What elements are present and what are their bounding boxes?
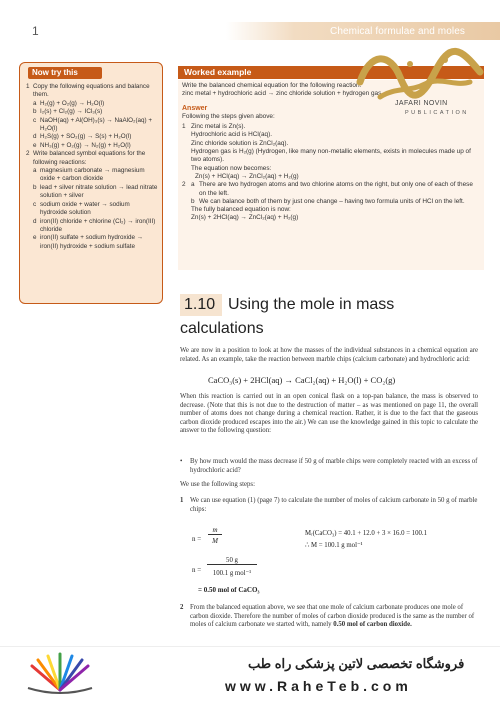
- item-letter: a: [33, 99, 37, 107]
- result-moles: = 0.50 mol of CaCO₃: [198, 586, 260, 594]
- item-equation: H₂(g) + O₂(g) → H₂O(l): [40, 99, 105, 107]
- step-text: There are two hydrogen atoms and two chlorine atoms on the right, but only one of each of these on the left.: [199, 181, 473, 197]
- step-text: [190, 604, 478, 630]
- n-equals: n =: [192, 535, 202, 543]
- final-equation: Zn(s) + 2HCl(aq) → ZnCl₂(aq) + H₂(g): [191, 214, 299, 222]
- question-item: [26, 234, 158, 251]
- step-letter: b: [191, 197, 195, 205]
- question-item: [26, 184, 158, 201]
- item-letter: a: [33, 167, 37, 175]
- step-number: 2: [180, 604, 184, 611]
- question-1-items: [26, 100, 158, 150]
- question-number: 2: [26, 150, 30, 158]
- question-2: [26, 150, 158, 167]
- footer-shop-name: فروشگاه تخصصی لاتین پزشکی راه طب: [248, 656, 465, 671]
- question-1: [26, 83, 158, 100]
- item-letter: b: [33, 183, 37, 191]
- step-2b: [182, 198, 478, 206]
- step-1: [182, 123, 478, 181]
- step-number: 1: [182, 123, 186, 131]
- question-item: [26, 133, 158, 141]
- paragraph-2: When this reaction is carried out in an open conical flask on a top-pan balance, the mass is observed to decrease. (Note that this is not due to the destruction of matter – as was mentioned on page 11, the overall number of atoms does not change during a chemical reaction. Rather, it is due to the fact that the gaseous carbon dioxide produced escapes into the air.) We can use the knowledge gained in this topic to calculate the answer to the following question:: [180, 393, 478, 435]
- n-equals: n =: [192, 566, 202, 574]
- item-equation: sodium oxide + water → sodium hydroxide solution: [40, 200, 130, 217]
- bullet-icon: •: [180, 458, 183, 465]
- item-equation: magnesium carbonate → magnesium oxide + carbon dioxide: [40, 167, 145, 183]
- item-equation: NaOH(aq) + Al(OH)₃(s) → NaAlO₂(aq) + H₂O(l): [40, 116, 153, 133]
- step-text: We can use equation (1) (page 7) to calculate the number of moles of calcium carbonate in 50 g of marble chips:: [190, 497, 478, 513]
- fraction-numerator: m: [208, 526, 222, 535]
- logo-tagline: JAFARI NOVIN: [395, 100, 448, 107]
- question-item: [26, 142, 158, 150]
- step-number: 1: [180, 497, 184, 504]
- question-item: [26, 218, 158, 235]
- answer-label: Answer: [182, 104, 208, 112]
- fraction-denominator: M: [212, 537, 218, 545]
- fraction-denominator: 100.1 g mol⁻¹: [212, 570, 252, 577]
- section-title-line2: calculations: [180, 320, 264, 337]
- step-1-line: Zn(s) + HCl(aq) → ZnCl₂(aq) + H₂(g): [195, 172, 299, 180]
- step-1-line: The equation now becomes:: [191, 164, 272, 172]
- worked-example-title: Worked example: [184, 67, 252, 77]
- question-item: [26, 117, 158, 134]
- step-number: 2: [182, 181, 186, 189]
- step-1-line: Zinc chloride solution is ZnCl₂(aq).: [191, 139, 289, 147]
- logo-subtitle: PUBLICATION: [405, 110, 469, 116]
- step-letter: a: [191, 181, 195, 189]
- item-letter: d: [33, 217, 37, 225]
- worked-example-intro: Write the balanced chemical equation for the following reaction:: [182, 82, 362, 89]
- running-header-title: Chemical formulae and moles: [330, 26, 465, 37]
- molar-mass-line: Mᵣ(CaCO₃) = 40.1 + 12.0 + 3 × 16.0 = 100.1: [305, 530, 428, 537]
- main-step-1: [180, 497, 478, 514]
- item-equation: I₂(s) + Cl₂(g) → ICl₃(s): [40, 108, 103, 116]
- question-2-items: [26, 167, 158, 251]
- now-try-this-box: [19, 62, 163, 304]
- page-number: 1: [32, 24, 39, 38]
- molar-mass-line-2: ∴ M = 100.1 g mol⁻¹: [305, 542, 363, 549]
- question-text: Copy the following equations and balance them.: [33, 83, 150, 99]
- item-equation: H₂S(g) + SO₂(g) → S(s) + H₂O(l): [40, 133, 132, 141]
- worked-example-reaction: zinc metal + hydrochloric acid → zinc chloride solution + hydrogen gas: [182, 90, 382, 98]
- step-1-line: Hydrochloric acid is HCl(aq).: [191, 131, 272, 139]
- item-letter: b: [33, 108, 37, 116]
- item-equation: lead + silver nitrate solution → lead nitrate solution + silver: [40, 183, 158, 200]
- question-item: [26, 100, 158, 108]
- question-bullet: [180, 458, 478, 475]
- steps-intro: We use the following steps:: [180, 481, 255, 488]
- fully-balanced-label: The fully balanced equation is now:: [191, 206, 291, 214]
- item-letter: c: [33, 116, 37, 124]
- question-number: 1: [26, 83, 30, 90]
- book-logo-icon: [20, 652, 100, 696]
- item-equation: iron(II) chloride + chlorine (Cl₂) → iron(III) chloride: [40, 217, 156, 233]
- question-item: [26, 201, 158, 218]
- section-number: 1.10: [184, 296, 216, 313]
- main-step-2: [180, 604, 478, 630]
- step-text: We can balance both of them by just one change – having two formula units of HCl on the left.: [199, 197, 465, 205]
- now-try-this-title: Now try this: [28, 67, 102, 79]
- item-letter: d: [33, 133, 37, 141]
- item-letter: c: [33, 200, 37, 208]
- question-text: By how much would the mass decrease if 50 g of marble chips were completely reacted with an excess of hydrochloric acid?: [190, 458, 478, 474]
- fraction-numerator: 50 g: [207, 557, 257, 565]
- item-letter: e: [33, 141, 37, 149]
- question-text: Write balanced symbol equations for the following reactions:: [33, 150, 146, 166]
- step-1-lines: [191, 123, 478, 181]
- question-item: [26, 108, 158, 116]
- step-2a: [182, 181, 478, 198]
- item-letter: e: [33, 234, 37, 242]
- now-try-this-body: [26, 83, 158, 251]
- item-equation: iron(II) sulfate + sodium hydroxide → iron(II) hydroxide + sodium sulfate: [40, 234, 144, 250]
- step-text-body: From the balanced equation above, we see that one mole of calcium carbonate produces one mole of carbon dioxide. Therefore the number of moles of carbon dioxide produced is the same as the number of moles of calcium carbonate we started with, namely: [190, 604, 475, 629]
- step-1-line: Hydrogen gas is H₂(g) (Hydrogen, like many non-metallic elements, exists in molecules made up of two atoms).: [191, 148, 471, 164]
- paragraph-1: We are now in a position to look at how the masses of the individual substances in a chemical equation are related. As an example, take the reaction between marble chips (calcium carbonate) and hydrochloric acid:: [180, 347, 478, 363]
- step-1-line: Zinc metal is Zn(s).: [191, 123, 246, 131]
- steps-intro: Following the steps given above:: [182, 112, 275, 120]
- step-text-bold: 0.50 mol of carbon dioxide.: [333, 621, 412, 629]
- item-equation: NH₃(g) + O₂(g) → N₂(g) + H₂O(l): [40, 141, 131, 149]
- question-item: [26, 167, 158, 184]
- equation-1: CaCO₃(s) + 2HCl(aq) → CaCl₂(aq) + H₂O(l) + CO₂(g): [208, 375, 396, 385]
- footer-url[interactable]: www.RaheTeb.com: [225, 678, 412, 694]
- section-title-line1: Using the mole in mass: [228, 296, 395, 313]
